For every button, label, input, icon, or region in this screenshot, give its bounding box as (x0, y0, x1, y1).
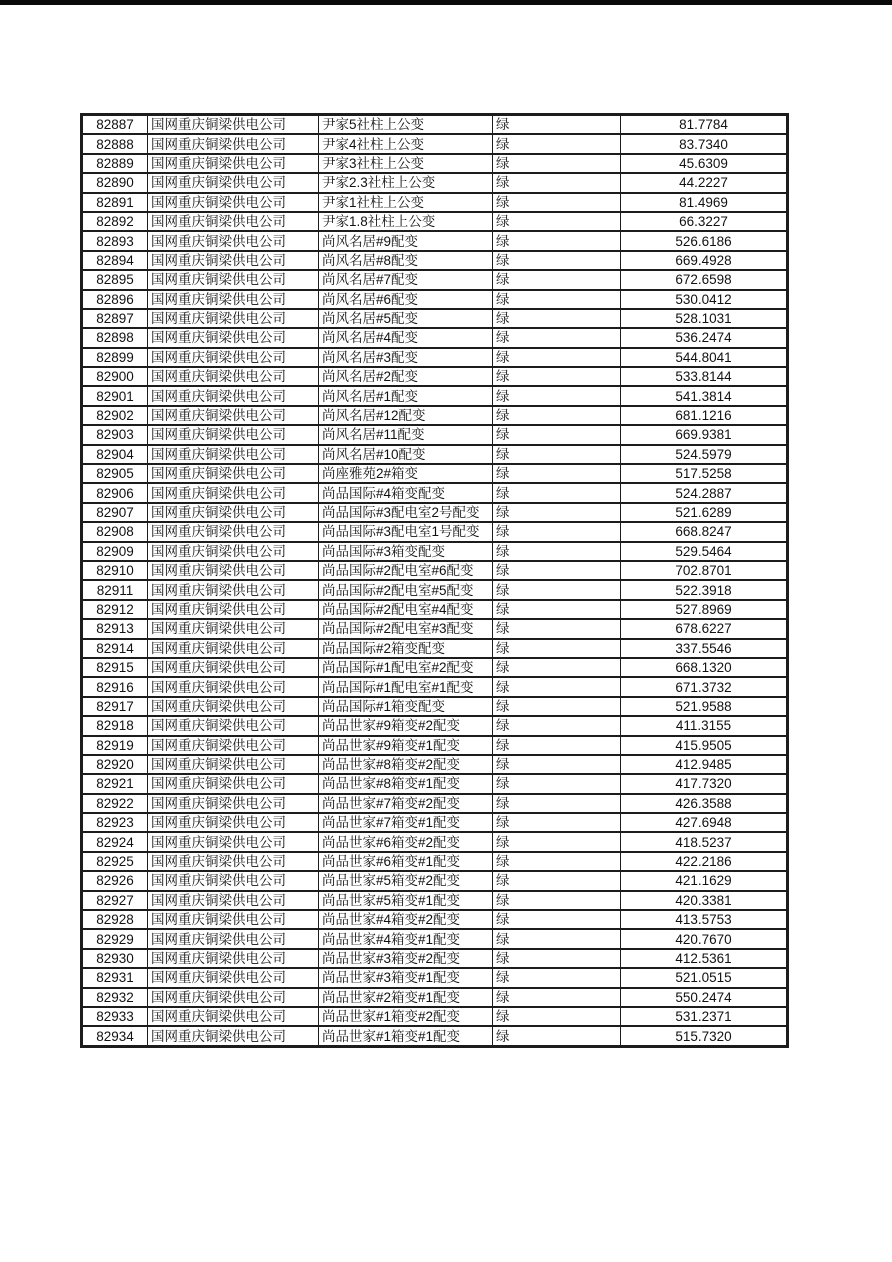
device-cell: 尚品国际#3箱变配变 (319, 542, 493, 561)
company-cell: 国网重庆铜梁供电公司 (148, 949, 319, 968)
table-row (82, 639, 788, 658)
device-cell: 尚品世家#3箱变#2配变 (319, 949, 493, 968)
table-row (82, 736, 788, 755)
company-cell: 国网重庆铜梁供电公司 (148, 406, 319, 425)
table-row (82, 542, 788, 561)
table-row (82, 212, 788, 231)
value-cell: 541.3814 (621, 386, 788, 405)
value-cell: 81.4969 (621, 193, 788, 212)
device-cell: 尹家3社柱上公变 (319, 154, 493, 173)
id-cell: 82890 (82, 173, 148, 192)
value-cell: 528.1031 (621, 309, 788, 328)
company-cell: 国网重庆铜梁供电公司 (148, 910, 319, 929)
id-cell: 82909 (82, 542, 148, 561)
id-cell: 82906 (82, 483, 148, 502)
company-cell: 国网重庆铜梁供电公司 (148, 483, 319, 502)
company-cell: 国网重庆铜梁供电公司 (148, 697, 319, 716)
table-row (82, 425, 788, 444)
value-cell: 530.0412 (621, 290, 788, 309)
value-cell: 66.3227 (621, 212, 788, 231)
value-cell: 422.2186 (621, 852, 788, 871)
value-cell: 521.0515 (621, 968, 788, 987)
status-cell: 绿 (493, 328, 621, 347)
data-table (80, 113, 789, 1048)
company-cell: 国网重庆铜梁供电公司 (148, 1007, 319, 1026)
id-cell: 82922 (82, 794, 148, 813)
status-cell: 绿 (493, 794, 621, 813)
table-row (82, 445, 788, 464)
table-row (82, 697, 788, 716)
value-cell: 521.6289 (621, 503, 788, 522)
id-cell: 82902 (82, 406, 148, 425)
id-cell: 82905 (82, 464, 148, 483)
id-cell: 82927 (82, 891, 148, 910)
status-cell: 绿 (493, 600, 621, 619)
id-cell: 82908 (82, 522, 148, 541)
status-cell: 绿 (493, 988, 621, 1007)
id-cell: 82916 (82, 677, 148, 696)
status-cell: 绿 (493, 173, 621, 192)
value-cell: 420.7670 (621, 929, 788, 948)
device-cell: 尚品国际#4箱变配变 (319, 483, 493, 502)
table-row (82, 852, 788, 871)
id-cell: 82930 (82, 949, 148, 968)
status-cell: 绿 (493, 406, 621, 425)
device-cell: 尚品世家#1箱变#1配变 (319, 1026, 493, 1046)
table-row (82, 134, 788, 153)
table-row (82, 348, 788, 367)
table-row (82, 891, 788, 910)
table-row (82, 231, 788, 250)
id-cell: 82903 (82, 425, 148, 444)
table-row (82, 794, 788, 813)
device-cell: 尚品国际#2配电室#5配变 (319, 580, 493, 599)
status-cell: 绿 (493, 1026, 621, 1046)
id-cell: 82919 (82, 736, 148, 755)
company-cell: 国网重庆铜梁供电公司 (148, 425, 319, 444)
value-cell: 669.9381 (621, 425, 788, 444)
company-cell: 国网重庆铜梁供电公司 (148, 658, 319, 677)
company-cell: 国网重庆铜梁供电公司 (148, 774, 319, 793)
table-row (82, 716, 788, 735)
id-cell: 82923 (82, 813, 148, 832)
id-cell: 82929 (82, 929, 148, 948)
status-cell: 绿 (493, 871, 621, 890)
value-cell: 337.5546 (621, 639, 788, 658)
device-cell: 尚品世家#7箱变#1配变 (319, 813, 493, 832)
company-cell: 国网重庆铜梁供电公司 (148, 445, 319, 464)
device-cell: 尚品世家#4箱变#2配变 (319, 910, 493, 929)
status-cell: 绿 (493, 658, 621, 677)
device-cell: 尚风名居#9配变 (319, 231, 493, 250)
device-cell: 尚品国际#3配电室1号配变 (319, 522, 493, 541)
device-cell: 尚风名居#7配变 (319, 270, 493, 289)
device-cell: 尚品世家#5箱变#2配变 (319, 871, 493, 890)
id-cell: 82926 (82, 871, 148, 890)
value-cell: 678.6227 (621, 619, 788, 638)
table-row (82, 115, 788, 135)
id-cell: 82931 (82, 968, 148, 987)
value-cell: 45.6309 (621, 154, 788, 173)
device-cell: 尚风名居#12配变 (319, 406, 493, 425)
value-cell: 531.2371 (621, 1007, 788, 1026)
id-cell: 82932 (82, 988, 148, 1007)
status-cell: 绿 (493, 949, 621, 968)
status-cell: 绿 (493, 445, 621, 464)
status-cell: 绿 (493, 464, 621, 483)
value-cell: 536.2474 (621, 328, 788, 347)
status-cell: 绿 (493, 968, 621, 987)
id-cell: 82895 (82, 270, 148, 289)
status-cell: 绿 (493, 348, 621, 367)
id-cell: 82901 (82, 386, 148, 405)
value-cell: 681.1216 (621, 406, 788, 425)
device-cell: 尹家1社柱上公变 (319, 193, 493, 212)
status-cell: 绿 (493, 270, 621, 289)
id-cell: 82898 (82, 328, 148, 347)
device-cell: 尚品世家#3箱变#1配变 (319, 968, 493, 987)
value-cell: 702.8701 (621, 561, 788, 580)
id-cell: 82921 (82, 774, 148, 793)
id-cell: 82934 (82, 1026, 148, 1046)
value-cell: 668.1320 (621, 658, 788, 677)
device-cell: 尚品国际#3配电室2号配变 (319, 503, 493, 522)
id-cell: 82899 (82, 348, 148, 367)
company-cell: 国网重庆铜梁供电公司 (148, 1026, 319, 1046)
value-cell: 524.5979 (621, 445, 788, 464)
status-cell: 绿 (493, 891, 621, 910)
status-cell: 绿 (493, 251, 621, 270)
id-cell: 82892 (82, 212, 148, 231)
table-row (82, 173, 788, 192)
table-row (82, 154, 788, 173)
value-cell: 427.6948 (621, 813, 788, 832)
value-cell: 415.9505 (621, 736, 788, 755)
device-cell: 尚风名居#11配变 (319, 425, 493, 444)
company-cell: 国网重庆铜梁供电公司 (148, 813, 319, 832)
company-cell: 国网重庆铜梁供电公司 (148, 619, 319, 638)
table-row (82, 483, 788, 502)
id-cell: 82896 (82, 290, 148, 309)
company-cell: 国网重庆铜梁供电公司 (148, 871, 319, 890)
id-cell: 82911 (82, 580, 148, 599)
table-row (82, 813, 788, 832)
status-cell: 绿 (493, 639, 621, 658)
company-cell: 国网重庆铜梁供电公司 (148, 600, 319, 619)
value-cell: 420.3381 (621, 891, 788, 910)
status-cell: 绿 (493, 736, 621, 755)
status-cell: 绿 (493, 697, 621, 716)
status-cell: 绿 (493, 193, 621, 212)
device-cell: 尚品世家#9箱变#2配变 (319, 716, 493, 735)
table-row (82, 251, 788, 270)
document-page (0, 5, 892, 1262)
company-cell: 国网重庆铜梁供电公司 (148, 852, 319, 871)
table-row (82, 270, 788, 289)
status-cell: 绿 (493, 212, 621, 231)
table-row (82, 677, 788, 696)
company-cell: 国网重庆铜梁供电公司 (148, 794, 319, 813)
table-row (82, 580, 788, 599)
company-cell: 国网重庆铜梁供电公司 (148, 542, 319, 561)
id-cell: 82928 (82, 910, 148, 929)
table-row (82, 464, 788, 483)
id-cell: 82888 (82, 134, 148, 153)
company-cell: 国网重庆铜梁供电公司 (148, 522, 319, 541)
value-cell: 529.5464 (621, 542, 788, 561)
status-cell: 绿 (493, 425, 621, 444)
table-row (82, 367, 788, 386)
device-cell: 尚风名居#5配变 (319, 309, 493, 328)
device-cell: 尚品世家#1箱变#2配变 (319, 1007, 493, 1026)
company-cell: 国网重庆铜梁供电公司 (148, 115, 319, 135)
device-cell: 尚品世家#8箱变#2配变 (319, 755, 493, 774)
status-cell: 绿 (493, 1007, 621, 1026)
value-cell: 544.8041 (621, 348, 788, 367)
company-cell: 国网重庆铜梁供电公司 (148, 503, 319, 522)
value-cell: 418.5237 (621, 832, 788, 851)
company-cell: 国网重庆铜梁供电公司 (148, 231, 319, 250)
table-body (82, 115, 788, 1047)
id-cell: 82920 (82, 755, 148, 774)
id-cell: 82918 (82, 716, 148, 735)
value-cell: 411.3155 (621, 716, 788, 735)
table-row (82, 406, 788, 425)
id-cell: 82891 (82, 193, 148, 212)
table-row (82, 193, 788, 212)
company-cell: 国网重庆铜梁供电公司 (148, 328, 319, 347)
status-cell: 绿 (493, 386, 621, 405)
device-cell: 尚品世家#6箱变#2配变 (319, 832, 493, 851)
status-cell: 绿 (493, 832, 621, 851)
device-cell: 尚风名居#2配变 (319, 367, 493, 386)
table-row (82, 929, 788, 948)
table-row (82, 871, 788, 890)
id-cell: 82912 (82, 600, 148, 619)
table-row (82, 309, 788, 328)
status-cell: 绿 (493, 367, 621, 386)
table-row (82, 561, 788, 580)
company-cell: 国网重庆铜梁供电公司 (148, 367, 319, 386)
value-cell: 515.7320 (621, 1026, 788, 1046)
table-row (82, 755, 788, 774)
id-cell: 82913 (82, 619, 148, 638)
device-cell: 尚品世家#2箱变#1配变 (319, 988, 493, 1007)
company-cell: 国网重庆铜梁供电公司 (148, 154, 319, 173)
company-cell: 国网重庆铜梁供电公司 (148, 561, 319, 580)
value-cell: 524.2887 (621, 483, 788, 502)
table-row (82, 949, 788, 968)
id-cell: 82925 (82, 852, 148, 871)
company-cell: 国网重庆铜梁供电公司 (148, 251, 319, 270)
company-cell: 国网重庆铜梁供电公司 (148, 193, 319, 212)
status-cell: 绿 (493, 580, 621, 599)
device-cell: 尚品国际#1箱变配变 (319, 697, 493, 716)
company-cell: 国网重庆铜梁供电公司 (148, 348, 319, 367)
company-cell: 国网重庆铜梁供电公司 (148, 386, 319, 405)
device-cell: 尚品国际#2配电室#6配变 (319, 561, 493, 580)
id-cell: 82887 (82, 115, 148, 135)
value-cell: 412.5361 (621, 949, 788, 968)
device-cell: 尹家1.8社柱上公变 (319, 212, 493, 231)
value-cell: 521.9588 (621, 697, 788, 716)
value-cell: 44.2227 (621, 173, 788, 192)
value-cell: 517.5258 (621, 464, 788, 483)
status-cell: 绿 (493, 483, 621, 502)
device-cell: 尚品世家#7箱变#2配变 (319, 794, 493, 813)
company-cell: 国网重庆铜梁供电公司 (148, 677, 319, 696)
id-cell: 82917 (82, 697, 148, 716)
device-cell: 尚品国际#2配电室#4配变 (319, 600, 493, 619)
device-cell: 尚风名居#1配变 (319, 386, 493, 405)
device-cell: 尹家2.3社柱上公变 (319, 173, 493, 192)
id-cell: 82910 (82, 561, 148, 580)
status-cell: 绿 (493, 716, 621, 735)
company-cell: 国网重庆铜梁供电公司 (148, 755, 319, 774)
value-cell: 550.2474 (621, 988, 788, 1007)
table-row (82, 988, 788, 1007)
value-cell: 526.6186 (621, 231, 788, 250)
value-cell: 421.1629 (621, 871, 788, 890)
id-cell: 82933 (82, 1007, 148, 1026)
value-cell: 671.3732 (621, 677, 788, 696)
table-row (82, 503, 788, 522)
table-row (82, 832, 788, 851)
company-cell: 国网重庆铜梁供电公司 (148, 580, 319, 599)
value-cell: 533.8144 (621, 367, 788, 386)
table-row (82, 1026, 788, 1046)
id-cell: 82893 (82, 231, 148, 250)
status-cell: 绿 (493, 542, 621, 561)
device-cell: 尚品国际#2箱变配变 (319, 639, 493, 658)
status-cell: 绿 (493, 910, 621, 929)
status-cell: 绿 (493, 755, 621, 774)
table-row (82, 1007, 788, 1026)
status-cell: 绿 (493, 813, 621, 832)
status-cell: 绿 (493, 677, 621, 696)
company-cell: 国网重庆铜梁供电公司 (148, 212, 319, 231)
value-cell: 426.3588 (621, 794, 788, 813)
table-row (82, 522, 788, 541)
value-cell: 527.8969 (621, 600, 788, 619)
table-row (82, 290, 788, 309)
status-cell: 绿 (493, 852, 621, 871)
device-cell: 尚品国际#2配电室#3配变 (319, 619, 493, 638)
status-cell: 绿 (493, 503, 621, 522)
company-cell: 国网重庆铜梁供电公司 (148, 968, 319, 987)
company-cell: 国网重庆铜梁供电公司 (148, 464, 319, 483)
value-cell: 668.8247 (621, 522, 788, 541)
device-cell: 尚品世家#8箱变#1配变 (319, 774, 493, 793)
table-row (82, 619, 788, 638)
value-cell: 522.3918 (621, 580, 788, 599)
status-cell: 绿 (493, 522, 621, 541)
status-cell: 绿 (493, 115, 621, 135)
device-cell: 尚品世家#9箱变#1配变 (319, 736, 493, 755)
status-cell: 绿 (493, 154, 621, 173)
device-cell: 尹家4社柱上公变 (319, 134, 493, 153)
company-cell: 国网重庆铜梁供电公司 (148, 736, 319, 755)
status-cell: 绿 (493, 774, 621, 793)
company-cell: 国网重庆铜梁供电公司 (148, 988, 319, 1007)
company-cell: 国网重庆铜梁供电公司 (148, 891, 319, 910)
company-cell: 国网重庆铜梁供电公司 (148, 290, 319, 309)
status-cell: 绿 (493, 561, 621, 580)
id-cell: 82904 (82, 445, 148, 464)
id-cell: 82889 (82, 154, 148, 173)
value-cell: 81.7784 (621, 115, 788, 135)
device-cell: 尚座雅苑2#箱变 (319, 464, 493, 483)
table-row (82, 910, 788, 929)
table-row (82, 774, 788, 793)
id-cell: 82914 (82, 639, 148, 658)
device-cell: 尚风名居#4配变 (319, 328, 493, 347)
company-cell: 国网重庆铜梁供电公司 (148, 270, 319, 289)
company-cell: 国网重庆铜梁供电公司 (148, 173, 319, 192)
company-cell: 国网重庆铜梁供电公司 (148, 716, 319, 735)
table-row (82, 386, 788, 405)
value-cell: 669.4928 (621, 251, 788, 270)
device-cell: 尚品国际#1配电室#2配变 (319, 658, 493, 677)
status-cell: 绿 (493, 231, 621, 250)
status-cell: 绿 (493, 929, 621, 948)
device-cell: 尚风名居#6配变 (319, 290, 493, 309)
table-row (82, 658, 788, 677)
id-cell: 82924 (82, 832, 148, 851)
value-cell: 413.5753 (621, 910, 788, 929)
company-cell: 国网重庆铜梁供电公司 (148, 639, 319, 658)
device-cell: 尚品世家#5箱变#1配变 (319, 891, 493, 910)
table-row (82, 600, 788, 619)
status-cell: 绿 (493, 134, 621, 153)
id-cell: 82897 (82, 309, 148, 328)
device-cell: 尚品世家#4箱变#1配变 (319, 929, 493, 948)
id-cell: 82894 (82, 251, 148, 270)
value-cell: 417.7320 (621, 774, 788, 793)
value-cell: 83.7340 (621, 134, 788, 153)
table-row (82, 328, 788, 347)
company-cell: 国网重庆铜梁供电公司 (148, 309, 319, 328)
status-cell: 绿 (493, 290, 621, 309)
id-cell: 82907 (82, 503, 148, 522)
device-cell: 尚风名居#3配变 (319, 348, 493, 367)
value-cell: 672.6598 (621, 270, 788, 289)
table-row (82, 968, 788, 987)
id-cell: 82915 (82, 658, 148, 677)
id-cell: 82900 (82, 367, 148, 386)
company-cell: 国网重庆铜梁供电公司 (148, 134, 319, 153)
status-cell: 绿 (493, 619, 621, 638)
status-cell: 绿 (493, 309, 621, 328)
device-cell: 尹家5社柱上公变 (319, 115, 493, 135)
value-cell: 412.9485 (621, 755, 788, 774)
company-cell: 国网重庆铜梁供电公司 (148, 832, 319, 851)
device-cell: 尚品世家#6箱变#1配变 (319, 852, 493, 871)
device-cell: 尚风名居#10配变 (319, 445, 493, 464)
company-cell: 国网重庆铜梁供电公司 (148, 929, 319, 948)
device-cell: 尚品国际#1配电室#1配变 (319, 677, 493, 696)
device-cell: 尚风名居#8配变 (319, 251, 493, 270)
